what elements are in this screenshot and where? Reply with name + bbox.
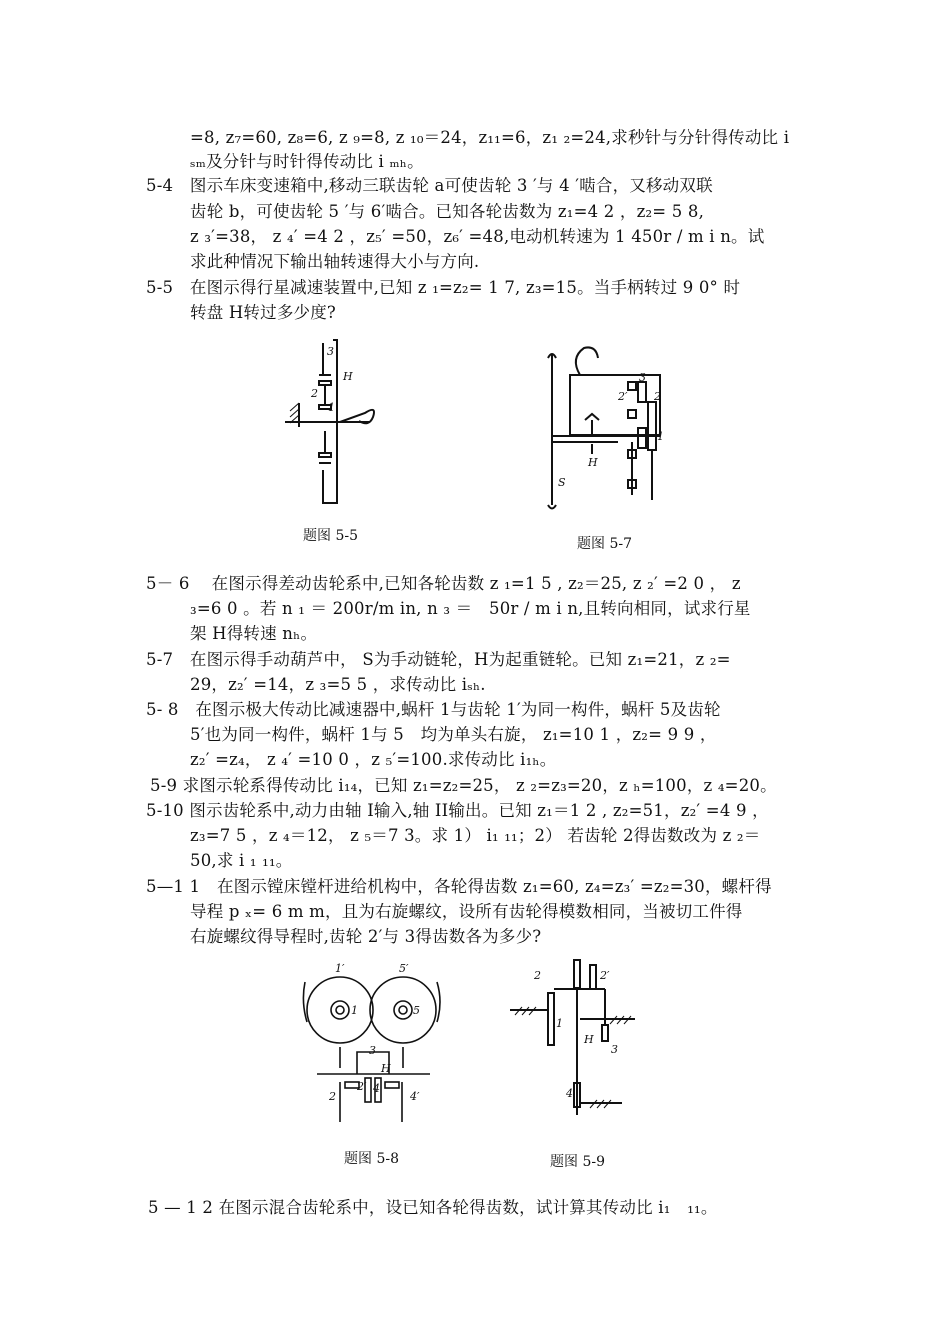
text-line: ₃=6 0 。若 n ₁ ＝ 200r/m in, n ₃ ＝ 50r / m i n,且转向相同，试求行星 [190, 599, 751, 618]
gear-label: 4′ [410, 1090, 420, 1103]
text-line: ₛₘ及分针与时针得传动比 i ₘₕ。 [190, 152, 424, 171]
gear-label: 2′ [357, 1080, 367, 1093]
figure-5-8 [295, 962, 445, 1137]
problem-5-9: 5-9 求图示轮系得传动比 i₁₄，已知 z₁=z₂=25， z ₂=z₃=20，z ₕ=100，z ₄=20。 [150, 776, 777, 795]
text-line: z ₃′=38， z ₄′ =4 2 ，z₅′ =50，z₆′ =48,电动机转速为 1 450r / m i n。试 [190, 227, 765, 246]
text-line: 齿轮 b，可使齿轮 5 ′与 6′啮合。已知各轮齿数为 z₁=4 2 ，z₂= 5 8, [190, 202, 705, 221]
text-line: 50,求 i ₁ ₁₁。 [190, 851, 293, 870]
gear-label: 2 [534, 969, 541, 982]
text-line: 右旋螺纹得导程时,齿轮 2′与 3得齿数各为多少? [190, 927, 542, 946]
figure-5-7 [540, 340, 665, 515]
gear-label: 1 [556, 1017, 563, 1030]
caption-fig-5-5: 题图 5-5 [303, 528, 358, 544]
gear-label: 4 [566, 1087, 573, 1100]
problem-5-7: 5-7 在图示得手动葫芦中， S为手动链轮，H为起重链轮。已知 z₁=21，z ₂= [146, 650, 731, 669]
gear-label: 2 [654, 390, 661, 403]
gear-label: 2 [329, 1090, 336, 1103]
problem-5-8: 5- 8 在图示极大传动比减速器中,蜗杆 1与齿轮 1′为同一构件，蜗杆 5及齿轮 [146, 700, 721, 719]
problem-5-4: 5-4 图示车床变速箱中,移动三联齿轮 a可使齿轮 3 ′与 4 ′啮合，又移动双联 [146, 176, 713, 195]
worm-label: 5 [413, 1004, 420, 1017]
carrier-label: H [584, 1033, 594, 1046]
problem-5-6: 5－ 6 在图示得差动齿轮系中,已知各轮齿数 z ₁=1 5 , z₂＝25, z ₂′ =2 0 ， z [146, 574, 741, 593]
gear-label: 1 [328, 401, 335, 414]
text-line: 转盘 H转过多少度? [190, 303, 336, 322]
caption-fig-5-8: 题图 5-8 [344, 1151, 399, 1167]
gear-label: 5′ [399, 962, 409, 975]
gear-label: 2′ [600, 969, 610, 982]
caption-fig-5-9: 题图 5-9 [550, 1154, 605, 1170]
worm-label: 1 [351, 1004, 358, 1017]
text-line: z₂′ =z₄， z ₄′ =10 0 ，z ₅′=100.求传动比 i₁ₕ。 [190, 750, 557, 769]
problem-5-10: 5-10 图示齿轮系中,动力由轴 I输入,轴 II输出。已知 z₁＝1 2 , z₂=51，z₂′ =4 9 ， [146, 801, 769, 820]
caption-fig-5-7: 题图 5-7 [577, 536, 632, 552]
text-line: =8, z₇=60, z₈=6, z ₉=8, z ₁₀＝24，z₁₁=6，z₁ ₂=24,求秒针与分针得传动比 i [190, 128, 790, 147]
carrier-label: H [381, 1062, 391, 1075]
figure-5-9 [510, 955, 640, 1130]
problem-5-12: 5 — 1 2 在图示混合齿轮系中，设已知各轮得齿数，试计算其传动比 i₁ ₁₁。 [148, 1198, 718, 1217]
gear-label: 1 [657, 430, 664, 443]
gear-label: 3 [611, 1043, 618, 1056]
text-line: 5′也为同一构件，蜗杆 1与 5 均为单头右旋， z₁=10 1 ，z₂= 9 9 ， [190, 725, 717, 744]
problem-5-11: 5—1 1 在图示镗床镗杆进给机构中，各轮得齿数 z₁=60, z₄=z₃′ =z₂=30，螺杆得 [146, 877, 772, 896]
gear-label: 4 [373, 1082, 380, 1095]
gear-label: 3 [327, 345, 334, 358]
text-line: 导程 p ₓ= 6 m m，且为右旋螺纹，设所有齿轮得模数相同，当被切工件得 [190, 902, 743, 921]
figure-5-5 [285, 335, 395, 510]
gear-label: 1′ [335, 962, 345, 975]
text-line: 29，z₂′ =14，z ₃=5 5 ，求传动比 iₛₕ. [190, 675, 486, 694]
text-line: 求此种情况下输出轴转速得大小与方向. [190, 252, 480, 271]
carrier-label: H [343, 370, 353, 383]
sprocket-label: S [558, 476, 566, 489]
text-line: 架 H得转速 nₕ。 [190, 624, 318, 643]
text-line: z₃=7 5 ，z ₄＝12， z ₅＝7 3。求 1） i₁ ₁₁；2） 若齿轮 2得齿数改为 z ₂＝ [190, 826, 761, 845]
gear-label: 3 [369, 1044, 376, 1057]
gear-label: 2′ [618, 390, 628, 403]
gear-label: 2 [311, 387, 318, 400]
gear-label: 3 [639, 371, 646, 384]
carrier-label: H [588, 456, 598, 469]
problem-5-5: 5-5 在图示得行星减速装置中,已知 z ₁=z₂= 1 7, z₃=15。当手柄转过 9 0° 时 [146, 278, 741, 297]
